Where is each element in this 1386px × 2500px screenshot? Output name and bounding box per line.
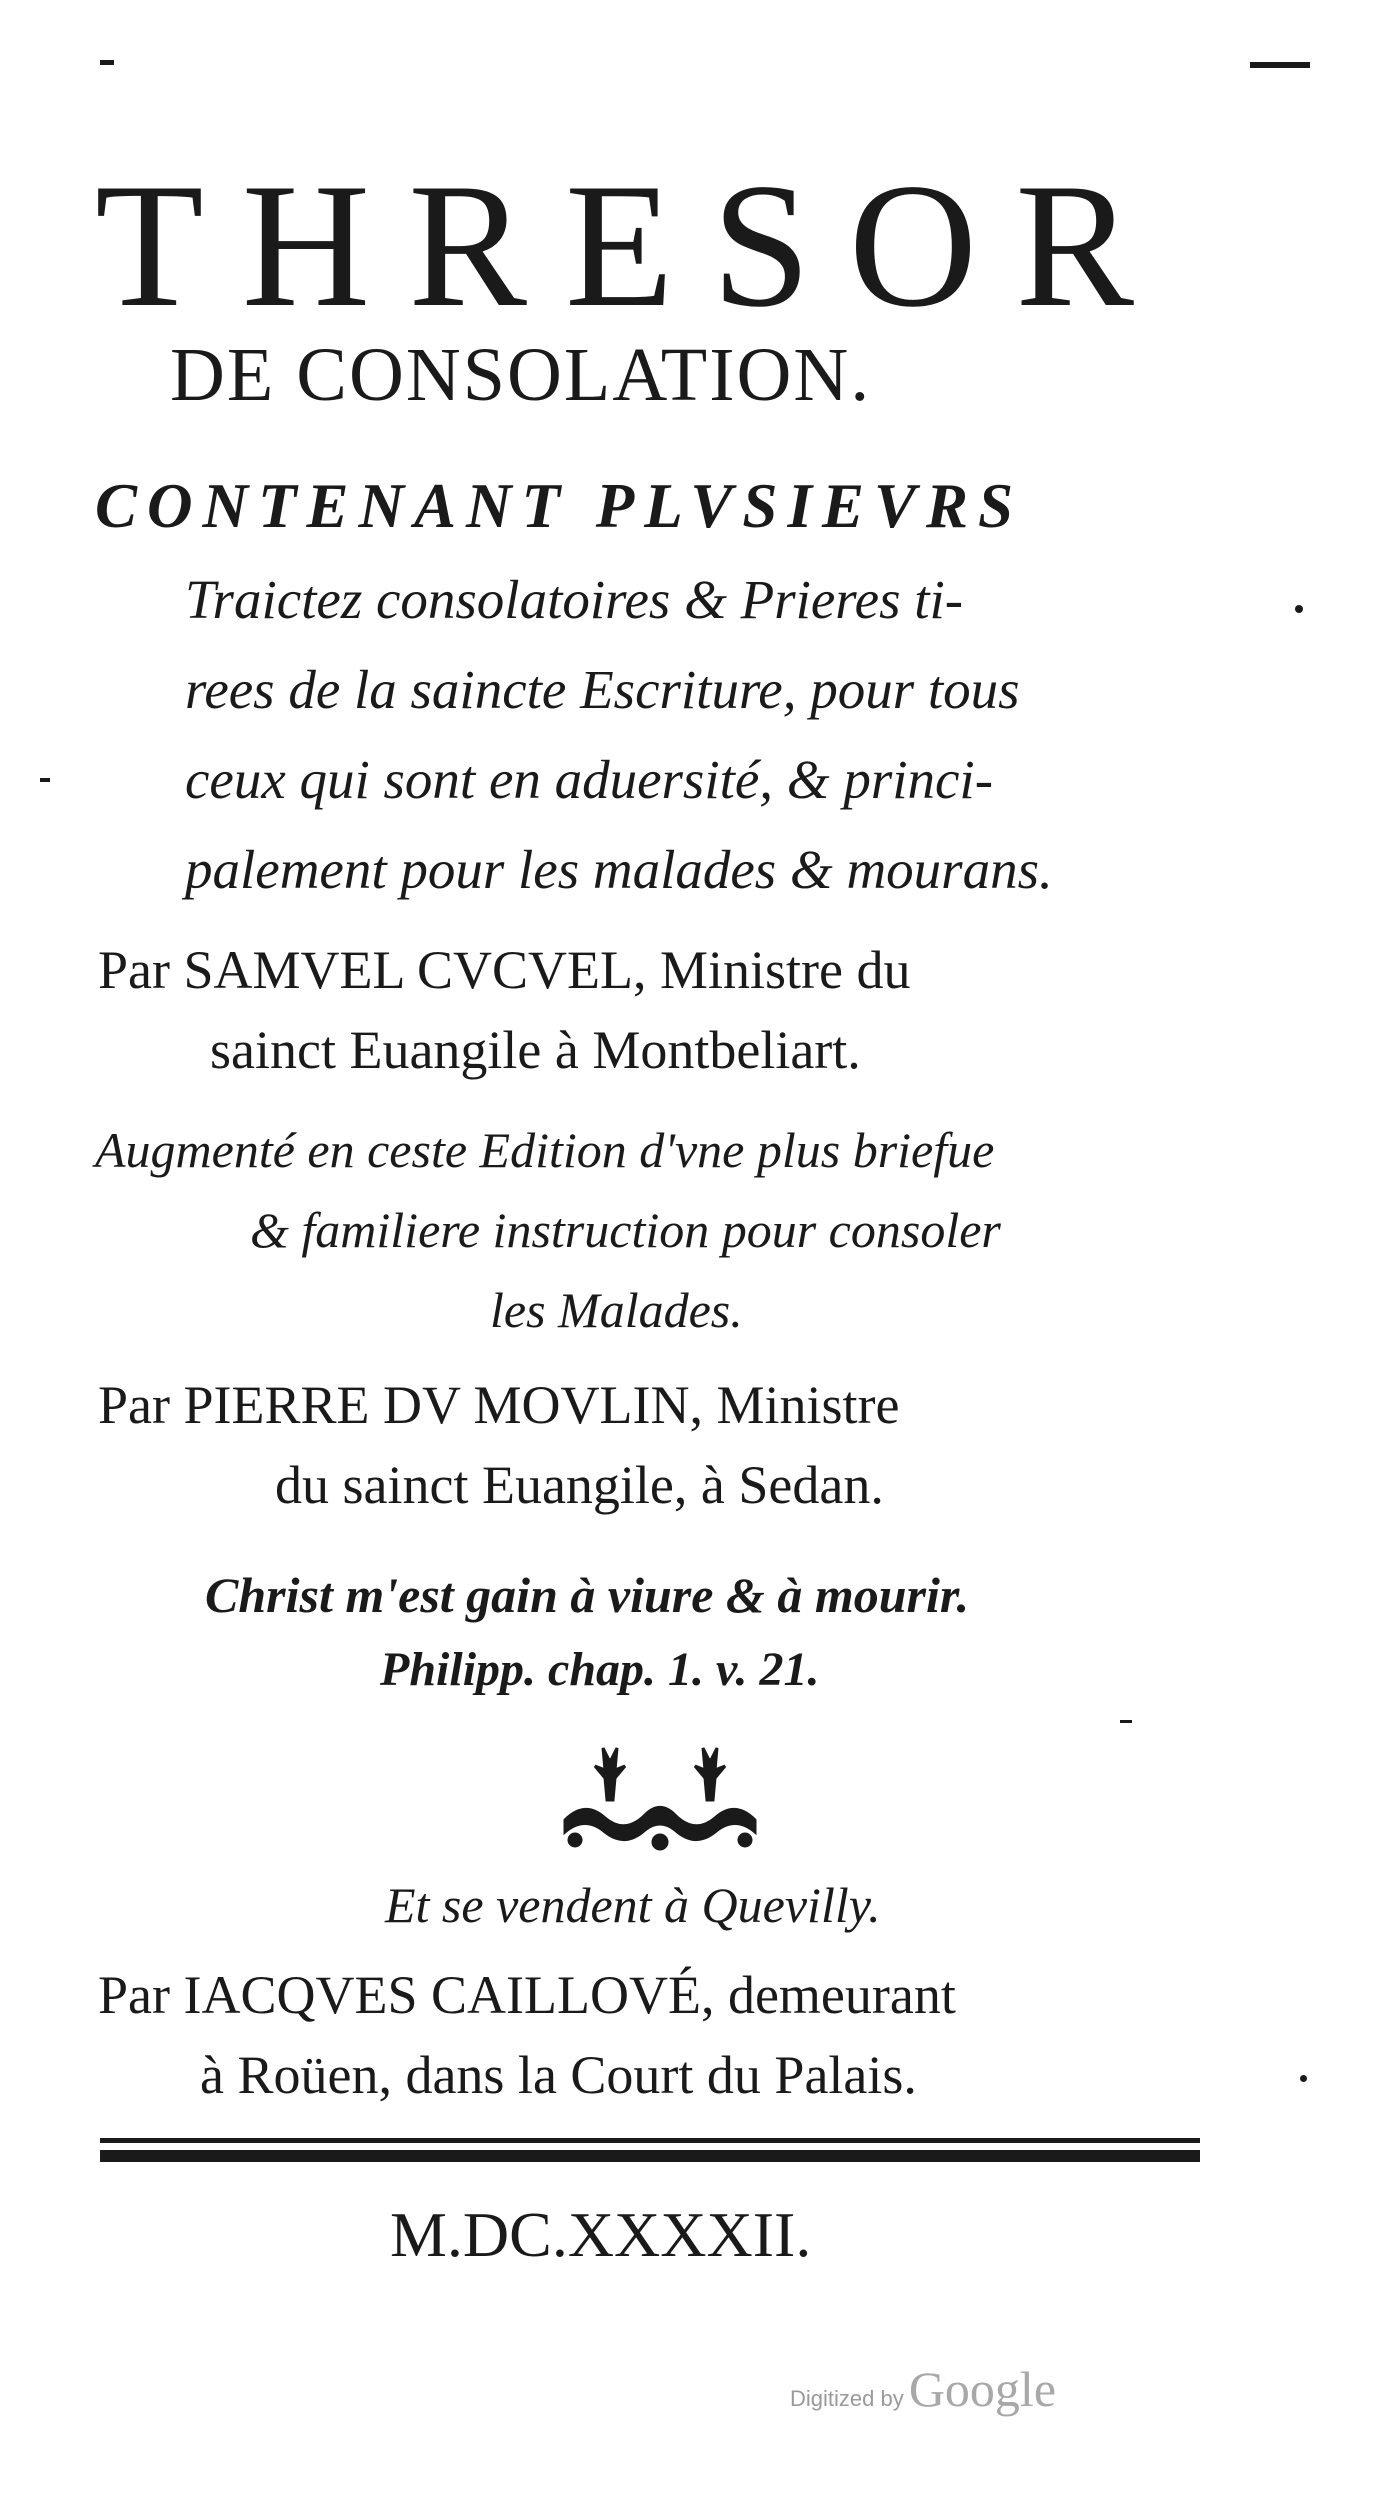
augment-line: les Malades.: [490, 1282, 743, 1338]
fleuron-ornament: [555, 1740, 765, 1860]
description-line: Traictez consolatoires & Prieres ti-: [185, 569, 964, 630]
sold-line: Et se vendent à Quevilly.: [385, 1877, 881, 1933]
author-line: du sainct Euangile, à Sedan.: [275, 1455, 884, 1515]
printer-line: Par IACQVES CAILLOVÉ, demeurant: [98, 1965, 956, 2025]
ink-speck: [40, 778, 50, 782]
ink-speck: [1295, 605, 1303, 613]
book-subtitle: DE CONSOLATION.: [170, 333, 872, 417]
motto-citation: Philipp. chap. 1. v. 21.: [380, 1643, 820, 1696]
publication-year: M.DC.XXXXII.: [390, 2199, 812, 2270]
google-logo: Google: [908, 2361, 1057, 2417]
double-rule-bottom: [100, 2150, 1200, 2162]
ink-speck: [1120, 1720, 1132, 1723]
ink-speck: [1300, 2075, 1307, 2082]
double-rule-top: [100, 2138, 1200, 2143]
printer-line: à Roüen, dans la Court du Palais.: [200, 2045, 917, 2105]
corner-mark-right: [1250, 62, 1310, 68]
author-line: Par SAMVEL CVCVEL, Ministre du: [98, 940, 911, 1000]
description-line: palement pour les malades & mourans.: [185, 839, 1053, 900]
digitized-watermark: [790, 2360, 1056, 2418]
book-title: THRESOR: [95, 146, 1172, 344]
corner-mark-left: [100, 60, 114, 65]
motto-line: Christ m'est gain à viure & à mourir.: [205, 1567, 970, 1623]
author-line: sainct Euangile à Montbeliart.: [210, 1020, 861, 1080]
augment-line: Augmenté en ceste Edition d'vne plus briefue: [95, 1122, 995, 1178]
author-line: Par PIERRE DV MOVLIN, Ministre: [98, 1375, 900, 1435]
description-lead: CONTENANT PLVSIEVRS: [95, 471, 1024, 541]
description-line: rees de la saincte Escriture, pour tous: [185, 659, 1020, 720]
augment-line: & familiere instruction pour consoler: [250, 1202, 1001, 1258]
watermark-small-text: Digitized by: [790, 2386, 904, 2411]
description-line: ceux qui sont en aduersité, & princi-: [185, 749, 994, 810]
